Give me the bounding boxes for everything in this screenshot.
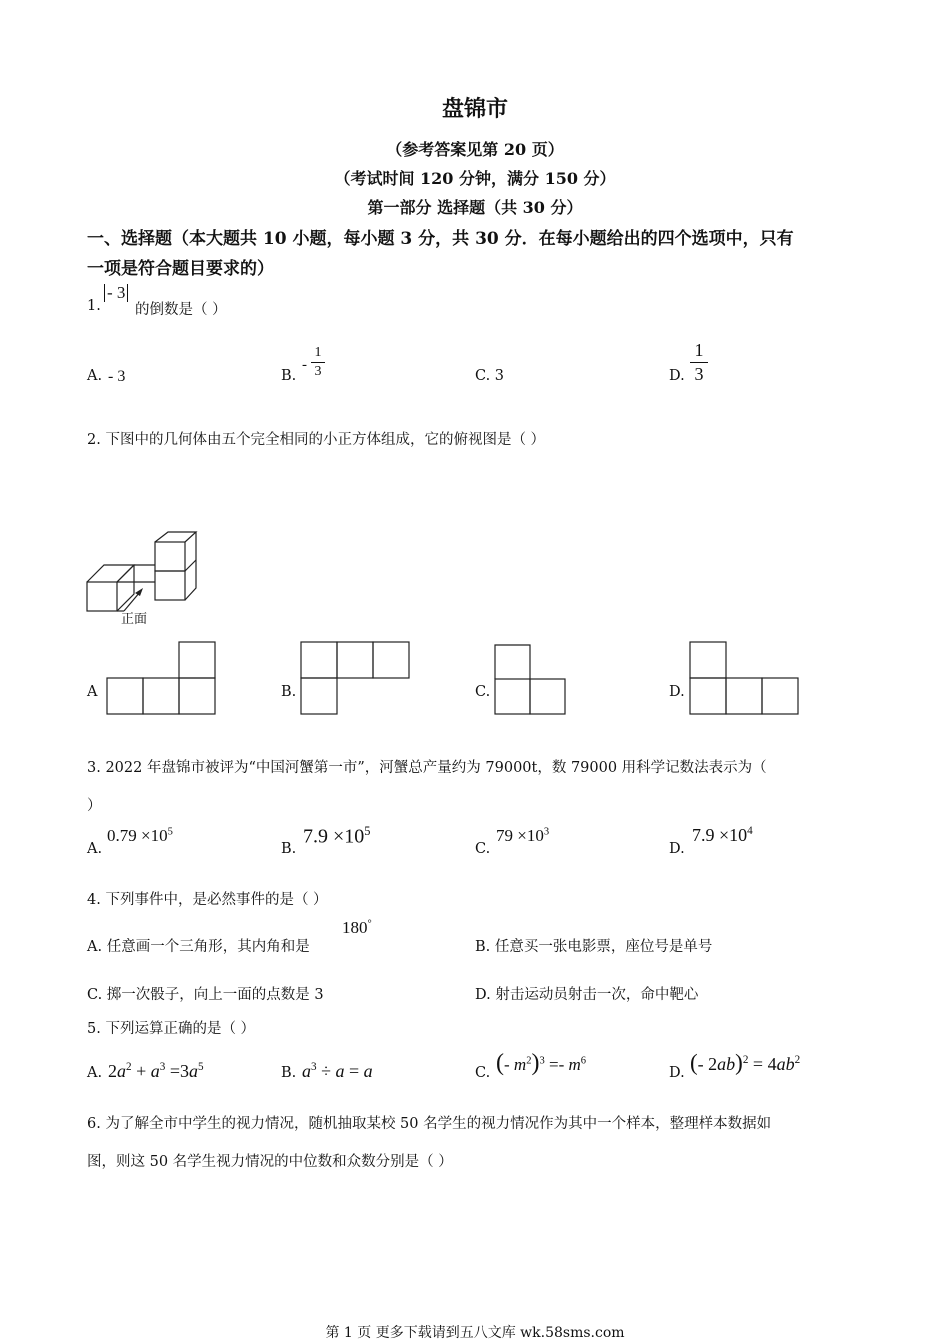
fraction-bar	[690, 362, 708, 363]
section-heading-line2: 一项是符合题目要求的）	[87, 259, 274, 279]
q2-option-d-view	[689, 642, 801, 716]
q1-option-b-denominator: 3	[314, 364, 322, 379]
q1-option-b-numerator: 1	[314, 345, 322, 360]
q3-option-d-label: D.	[669, 841, 685, 857]
q3-option-c-expr	[496, 826, 549, 846]
q1-option-d-fraction	[690, 340, 708, 385]
q1-option-a-label: A.	[87, 368, 103, 384]
q3-option-b-expr	[303, 824, 370, 849]
q1-option-c: C. 3	[475, 368, 505, 384]
q2-option-b-label: B.	[281, 684, 297, 700]
q3-option-c-exponent: 3	[543, 826, 550, 838]
q5-option-c-label: C.	[475, 1065, 491, 1081]
q5-option-d-label: D.	[669, 1065, 685, 1081]
section-heading-line1: 一、选择题（本大题共 10 小题，每小题 3 分，共 30 分．在每小题给出的四个选项中，只有	[87, 229, 794, 249]
q3-option-a-expr	[107, 826, 173, 846]
q4-option-a-angle	[342, 918, 372, 938]
q1-abs-expression: - 3	[104, 284, 128, 302]
q3-option-a-exponent: 5	[167, 826, 173, 838]
q4-angle-value: 180	[342, 918, 368, 937]
q2-option-a-label: A	[87, 684, 98, 700]
fraction-bar	[311, 362, 325, 363]
part-heading: 第一部分 选择题（共 30 分）	[367, 198, 583, 217]
q2-option-b-view	[300, 641, 412, 717]
page-title: 盘锦市	[441, 96, 508, 122]
q2-option-c-label: C.	[475, 684, 491, 700]
q3-stem-line2: ）	[87, 798, 102, 814]
q3-option-d-exponent: 4	[747, 825, 753, 837]
q3-stem-line1: 3. 2022 年盘锦市被评为“中国河蟹第一市”，河蟹总产量约为 79000t，数 79000 用科学记数法表示为（	[87, 760, 767, 776]
q6-stem-line2: 图，则这 50 名学生视力情况的中位数和众数分别是（ ）	[87, 1154, 453, 1170]
q5-option-b-expr: $a^3 \div a = a$	[302, 1061, 373, 1081]
q5-stem: 5. 下列运算正确的是（ ）	[87, 1021, 256, 1037]
q1-option-d-label: D.	[669, 368, 685, 384]
answer-note: （参考答案见第 20 页）	[386, 140, 564, 159]
q1-number: 1.	[87, 298, 101, 314]
q3-option-d-expr	[692, 825, 753, 846]
q1-option-b-sign: -	[302, 357, 307, 373]
q5-option-d-expr: (- $2ab)^2 = 4ab^2$	[690, 1050, 801, 1075]
q4-option-b: B. 任意买一张电影票，座位号是单号	[475, 939, 713, 955]
exam-info: （考试时间 120 分钟，满分 150 分）	[334, 169, 616, 188]
q3-option-b-label: B.	[281, 841, 297, 857]
q3-option-a-label: A.	[87, 841, 103, 857]
q3-option-a-base: 0.79 ×10	[107, 826, 168, 845]
q2-option-d-label: D.	[669, 684, 685, 700]
q5-option-a-expr: $2a^2 + a^3 =3a^5$	[108, 1061, 204, 1081]
q5-option-c-expr: (- $m^2)^3 =- m^6$	[496, 1050, 587, 1076]
q4-option-c: C. 掷一次骰子，向上一面的点数是 3	[87, 987, 324, 1003]
q4-option-d: D. 射击运动员射击一次，命中靶心	[475, 987, 699, 1003]
q4-stem: 4. 下列事件中，是必然事件的是（ ）	[87, 892, 328, 908]
q6-stem-line1: 6. 为了解全市中学生的视力情况，随机抽取某校 50 名学生的视力情况作为其中一个样本，整理样本数据如	[87, 1116, 772, 1132]
page-footer: 第 1 页 更多下载请到五八文库 wk.58sms.com	[325, 1325, 625, 1341]
q2-option-a-view	[106, 642, 216, 716]
q1-option-a-value: - 3	[108, 368, 126, 385]
q4-option-a: A. 任意画一个三角形，其内角和是	[87, 939, 310, 955]
q3-option-d-base: 7.9 ×10	[692, 825, 748, 845]
q2-option-c-view	[494, 644, 568, 716]
q1-stem: 的倒数是（ ）	[135, 302, 227, 318]
q1-option-b-label: B.	[281, 368, 297, 384]
degree-sign: °	[367, 918, 372, 930]
q3-option-b-base: 7.9 ×10	[303, 825, 365, 848]
q2-front-label: 正面	[121, 612, 148, 627]
q1-option-b-fraction	[311, 345, 325, 380]
q3-option-c-label: C.	[475, 841, 491, 857]
q1-option-d-numerator: 1	[694, 340, 704, 360]
q3-option-c-base: 79 ×10	[496, 826, 544, 845]
q2-stem: 2. 下图中的几何体由五个完全相同的小正方体组成，它的俯视图是（ ）	[87, 432, 546, 448]
q1-option-d-denominator: 3	[694, 364, 704, 384]
q5-option-a-label: A.	[87, 1065, 103, 1081]
q3-option-b-exponent: 5	[364, 824, 371, 838]
q5-option-b-label: B.	[281, 1065, 297, 1081]
